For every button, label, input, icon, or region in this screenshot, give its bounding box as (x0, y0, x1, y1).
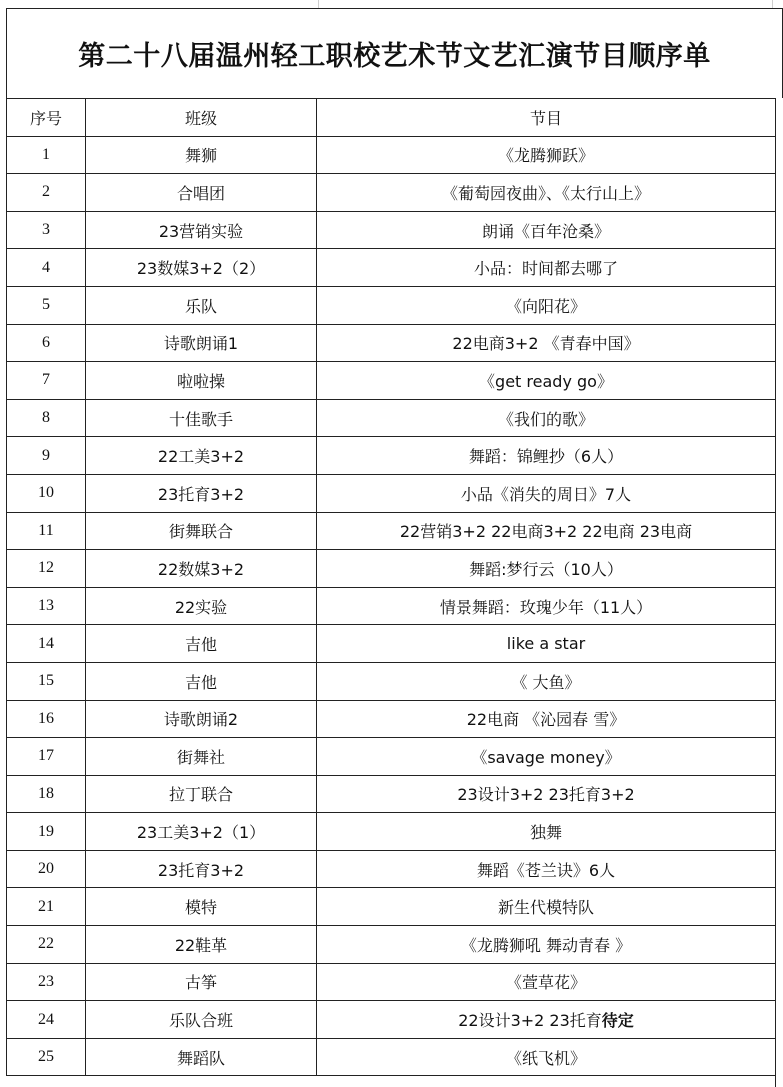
cell-no[interactable] (7, 813, 86, 851)
cell-no-text: 16 (38, 709, 54, 727)
cell-class-text: 22鞋革 (174, 935, 228, 955)
cell-class-text: 吉他 (184, 635, 217, 655)
cell-class[interactable] (86, 474, 317, 512)
cell-class[interactable] (86, 888, 317, 926)
cell-class[interactable] (86, 926, 317, 964)
cell-class-text: 诗歌朗诵2 (163, 710, 239, 730)
table-row (7, 587, 776, 625)
cell-program-text: 小品：时间都去哪了 (473, 259, 618, 279)
cell-class[interactable] (86, 512, 317, 550)
table-row (7, 775, 776, 813)
cell-class[interactable] (86, 813, 317, 851)
gridline (772, 0, 773, 8)
table-row (7, 399, 776, 437)
header-program[interactable]: 节目 (317, 99, 776, 137)
cell-class[interactable] (86, 963, 317, 1001)
program-table (6, 98, 776, 1076)
cell-program-text: 舞蹈：锦鲤抄（6人） (468, 447, 624, 467)
cell-no-text: 13 (38, 597, 54, 615)
cell-program-text: 《向阳花》 (505, 296, 586, 316)
cell-program-text: 新生代模特队 (497, 898, 594, 918)
adjacent-column (775, 98, 783, 1087)
cell-class-text: 诗歌朗诵1 (163, 334, 239, 354)
cell-class[interactable] (86, 437, 317, 475)
cell-no-text: 15 (38, 672, 54, 690)
cell-class-text: 23数媒3+2（2） (136, 259, 266, 279)
cell-class[interactable] (86, 399, 317, 437)
cell-no[interactable] (7, 1001, 86, 1039)
cell-program[interactable] (317, 625, 776, 663)
cell-no-text: 7 (42, 371, 50, 389)
header-row (7, 99, 776, 137)
cell-class[interactable] (86, 286, 317, 324)
cell-no[interactable] (7, 963, 86, 1001)
cell-no[interactable] (7, 362, 86, 400)
cell-no-text: 17 (38, 747, 54, 765)
cell-program[interactable] (317, 211, 776, 249)
cell-program[interactable] (317, 324, 776, 362)
header-class[interactable]: 班级 (86, 99, 317, 137)
cell-class-text: 22数媒3+2 (157, 559, 245, 579)
cell-program-text: 《葡萄园夜曲》、《太行山上》 (441, 183, 650, 203)
cell-no-text: 20 (38, 860, 54, 878)
cell-no[interactable] (7, 587, 86, 625)
cell-program[interactable] (317, 850, 776, 888)
cell-program[interactable] (317, 738, 776, 776)
cell-program-text: 22营销3+2 22电商3+2 22电商 23电商 (399, 522, 693, 542)
cell-class-text: 乐队 (184, 296, 217, 316)
cell-program[interactable] (317, 136, 776, 174)
table-row (7, 1001, 776, 1039)
cell-class[interactable] (86, 700, 317, 738)
cell-program[interactable] (317, 286, 776, 324)
cell-program-text: 23设计3+2 23托育3+2 (457, 785, 635, 805)
cell-program-text: like a star (506, 634, 586, 654)
cell-program-text: 独舞 (529, 823, 562, 843)
cell-no[interactable] (7, 136, 86, 174)
table-row (7, 926, 776, 964)
cell-program-text: 《纸飞机》 (505, 1048, 586, 1068)
cell-no-text: 23 (38, 972, 54, 990)
cell-no[interactable] (7, 926, 86, 964)
cell-program-text: 22电商3+2 《青春中国》 (452, 334, 640, 354)
table-row (7, 550, 776, 588)
cell-program[interactable] (317, 926, 776, 964)
table-row (7, 1038, 776, 1076)
cell-program-text: 朗诵《百年沧桑》 (481, 221, 610, 241)
cell-program[interactable] (317, 437, 776, 475)
cell-program-text: 《get ready go》 (479, 371, 613, 391)
cell-program[interactable] (317, 399, 776, 437)
cell-no[interactable] (7, 437, 86, 475)
cell-program[interactable] (317, 512, 776, 550)
cell-class-text: 街舞社 (176, 747, 225, 767)
table-row (7, 662, 776, 700)
cell-class-text: 23托育3+2 (157, 484, 245, 504)
gridline (318, 0, 319, 8)
cell-no[interactable] (7, 700, 86, 738)
cell-no-text: 12 (38, 559, 54, 577)
cell-program-text: 22设计3+2 23托育 (458, 1011, 602, 1031)
cell-class[interactable] (86, 324, 317, 362)
cell-program-text: 《龙腾狮跃》 (497, 146, 594, 166)
cell-program[interactable] (317, 888, 776, 926)
table-row (7, 738, 776, 776)
cell-class-text: 拉丁联合 (168, 785, 233, 805)
cell-class[interactable] (86, 625, 317, 663)
cell-class[interactable] (86, 362, 317, 400)
cell-no-text: 8 (42, 409, 50, 427)
cell-program[interactable] (317, 1038, 776, 1076)
cell-no[interactable] (7, 550, 86, 588)
cell-class-text: 23托育3+2 (157, 860, 245, 880)
cell-program-text: 《龙腾狮吼 舞动青春 》 (460, 935, 632, 955)
cell-no[interactable] (7, 850, 86, 888)
cell-no-text: 9 (42, 446, 50, 464)
cell-class-text: 街舞联合 (168, 522, 233, 542)
cell-class[interactable] (86, 775, 317, 813)
cell-no-text: 6 (42, 333, 50, 351)
cell-no-text: 18 (38, 784, 54, 802)
table-row (7, 625, 776, 663)
cell-program[interactable] (317, 174, 776, 212)
cell-no-text: 24 (38, 1010, 54, 1028)
cell-program-text: 《萱草花》 (505, 973, 586, 993)
table-row (7, 474, 776, 512)
cell-no[interactable] (7, 662, 86, 700)
cell-class-text: 23营销实验 (158, 221, 244, 241)
cell-class[interactable] (86, 136, 317, 174)
cell-no[interactable] (7, 211, 86, 249)
cell-program-text: 《savage money》 (471, 747, 621, 767)
cell-class-text: 啦啦操 (176, 371, 225, 391)
cell-program[interactable] (317, 587, 776, 625)
cell-class-text: 合唱团 (176, 183, 225, 203)
cell-class-text: 23工美3+2（1） (136, 823, 266, 843)
table-row (7, 963, 776, 1001)
cell-program[interactable] (317, 813, 776, 851)
cell-class[interactable] (86, 587, 317, 625)
cell-program[interactable] (317, 662, 776, 700)
cell-class-text: 吉他 (184, 672, 217, 692)
cell-program[interactable] (317, 1001, 776, 1039)
cell-class-text: 古筝 (184, 973, 217, 993)
table-row (7, 286, 776, 324)
cell-program-text: 《我们的歌》 (497, 409, 594, 429)
cell-program[interactable] (317, 474, 776, 512)
table-row (7, 850, 776, 888)
cell-no-text: 2 (42, 183, 50, 201)
table-row (7, 362, 776, 400)
table-row (7, 512, 776, 550)
cell-class[interactable] (86, 1038, 317, 1076)
table-row (7, 324, 776, 362)
cell-no[interactable] (7, 174, 86, 212)
cell-class[interactable] (86, 249, 317, 287)
cell-class-text: 模特 (184, 898, 217, 918)
cell-class[interactable] (86, 1001, 317, 1039)
table-row (7, 174, 776, 212)
cell-no-text: 3 (42, 221, 50, 239)
cell-class-text: 22实验 (174, 597, 228, 617)
cell-no[interactable] (7, 324, 86, 362)
cell-program-text: 22电商 《沁园春 雪》 (466, 710, 626, 730)
cell-program[interactable] (317, 963, 776, 1001)
cell-class[interactable] (86, 738, 317, 776)
cell-program-bold-text: 待定 (601, 1011, 634, 1031)
cell-no[interactable] (7, 512, 86, 550)
cell-program-text: 小品《消失的周日》7人 (460, 484, 632, 504)
cell-no[interactable] (7, 399, 86, 437)
table-row (7, 249, 776, 287)
cell-no[interactable] (7, 738, 86, 776)
cell-no[interactable] (7, 1038, 86, 1076)
cell-program[interactable] (317, 775, 776, 813)
cell-no-text: 10 (38, 484, 54, 502)
cell-program[interactable] (317, 550, 776, 588)
cell-class[interactable] (86, 550, 317, 588)
cell-class-text: 22工美3+2 (157, 447, 245, 467)
sheet-title: 第二十八届温州轻工职校艺术节文艺汇演节目顺序单 (6, 8, 783, 98)
cell-program-text: 情景舞蹈：玫瑰少年（11人） (439, 597, 653, 617)
cell-class[interactable] (86, 662, 317, 700)
header-no[interactable]: 序号 (7, 99, 86, 137)
cell-program-text: 舞蹈《苍兰诀》6人 (476, 860, 616, 880)
cell-class-text: 舞狮 (184, 146, 217, 166)
cell-class-text: 十佳歌手 (168, 409, 233, 429)
table-row (7, 888, 776, 926)
table-row (7, 136, 776, 174)
cell-no-text: 14 (38, 634, 54, 652)
cell-no-text: 11 (38, 521, 54, 539)
cell-program[interactable] (317, 249, 776, 287)
cell-program[interactable] (317, 362, 776, 400)
table-row (7, 700, 776, 738)
cell-program-text: 舞蹈:梦行云（10人） (469, 559, 623, 579)
cell-no-text: 1 (42, 145, 50, 163)
cell-no[interactable] (7, 286, 86, 324)
cell-no[interactable] (7, 249, 86, 287)
cell-no[interactable] (7, 474, 86, 512)
cell-no-text: 5 (42, 296, 50, 314)
cell-class-text: 舞蹈队 (176, 1048, 225, 1068)
cell-no[interactable] (7, 625, 86, 663)
cell-class[interactable] (86, 211, 317, 249)
table-row (7, 813, 776, 851)
table-row (7, 437, 776, 475)
cell-no-text: 4 (42, 258, 50, 276)
table-row (7, 211, 776, 249)
cell-class-text: 乐队合班 (168, 1011, 233, 1031)
cell-program-text: 《 大鱼》 (511, 672, 581, 692)
cell-no-text: 22 (38, 935, 54, 953)
cell-class[interactable] (86, 850, 317, 888)
cell-program[interactable] (317, 700, 776, 738)
cell-no-text: 21 (38, 897, 54, 915)
cell-no[interactable] (7, 888, 86, 926)
cell-no-text: 25 (38, 1048, 54, 1066)
cell-no[interactable] (7, 775, 86, 813)
cell-class[interactable] (86, 174, 317, 212)
cell-no-text: 19 (38, 822, 54, 840)
